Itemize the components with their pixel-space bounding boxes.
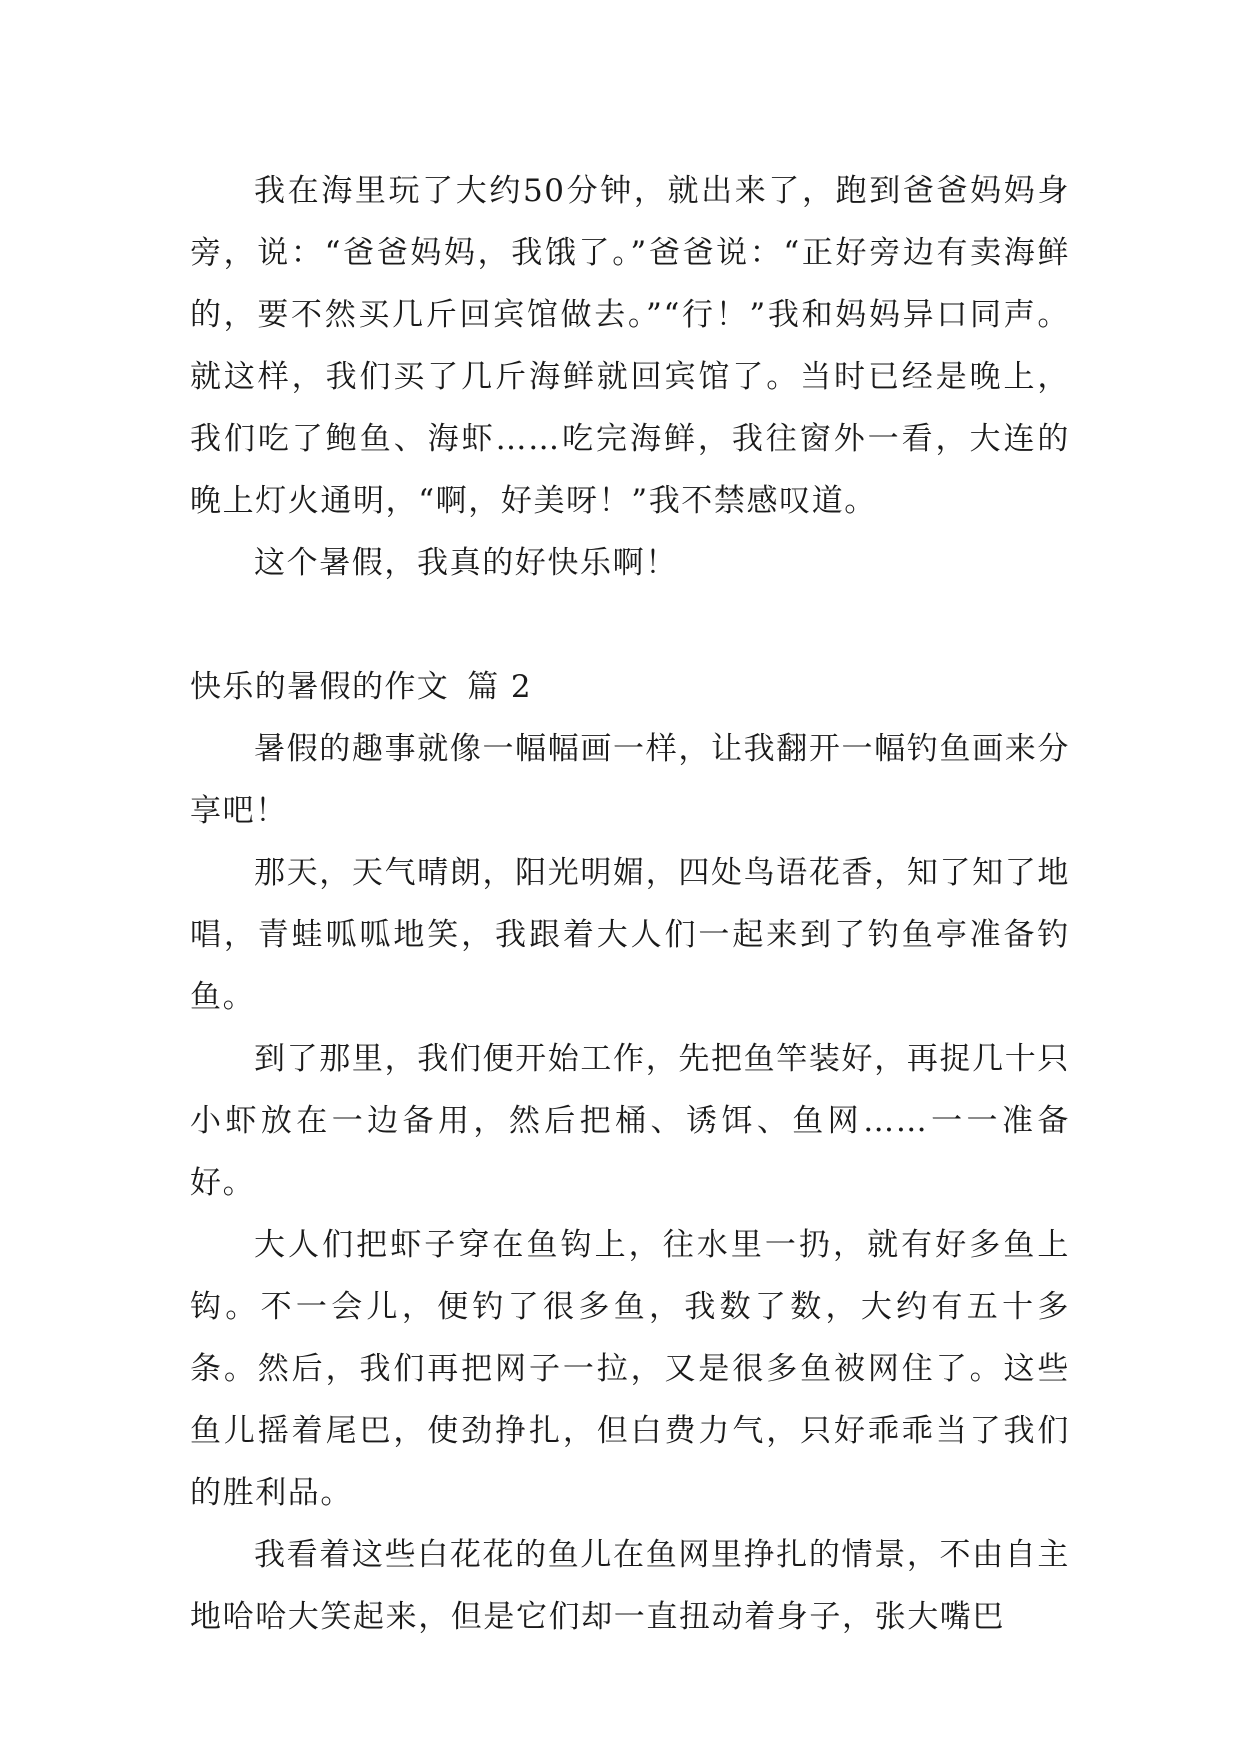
section-title-text: 快乐的暑假的作文 — [190, 669, 450, 705]
paragraph: 我在海里玩了大约50分钟，就出来了，跑到爸爸妈妈身旁，说：“爸爸妈妈，我饿了。”爸爸说：“正好旁边有卖海鲜的，要不然买几斤回宾馆做去。”“行！”我和妈妈异口同声。就这样，我们买了几斤海鲜就回宾馆了。当时已经是晚上，我们吃了鲍鱼、海虾……吃完海鲜，我往窗外一看，大连的晚上灯火通明，“啊，好美呀！”我不禁感叹道。 — [190, 173, 1070, 519]
section-number: 篇 2 — [467, 669, 532, 705]
section-heading — [190, 656, 1070, 718]
document-body — [190, 160, 1070, 1648]
paragraph: 我看着这些白花花的鱼儿在鱼网里挣扎的情景，不由自主地哈哈大笑起来，但是它们却一直扭动着身子，张大嘴巴 — [190, 1537, 1070, 1635]
paragraph: 暑假的趣事就像一幅幅画一样，让我翻开一幅钓鱼画来分享吧！ — [190, 731, 1070, 829]
paragraph: 大人们把虾子穿在鱼钩上，往水里一扔，就有好多鱼上钩。不一会儿，便钓了很多鱼，我数了数，大约有五十多条。然后，我们再把网子一拉，又是很多鱼被网住了。这些鱼儿摇着尾巴，使劲挣扎，但白费力气，只好乖乖当了我们的胜利品。 — [190, 1227, 1070, 1511]
paragraph: 这个暑假，我真的好快乐啊！ — [254, 545, 678, 581]
paragraph: 那天，天气晴朗，阳光明媚，四处鸟语花香，知了知了地唱，青蛙呱呱地笑，我跟着大人们一起来到了钓鱼亭准备钓鱼。 — [190, 855, 1070, 1015]
paragraph: 到了那里，我们便开始工作，先把鱼竿装好，再捉几十只小虾放在一边备用，然后把桶、诱饵、鱼网……一一准备好。 — [190, 1041, 1070, 1201]
